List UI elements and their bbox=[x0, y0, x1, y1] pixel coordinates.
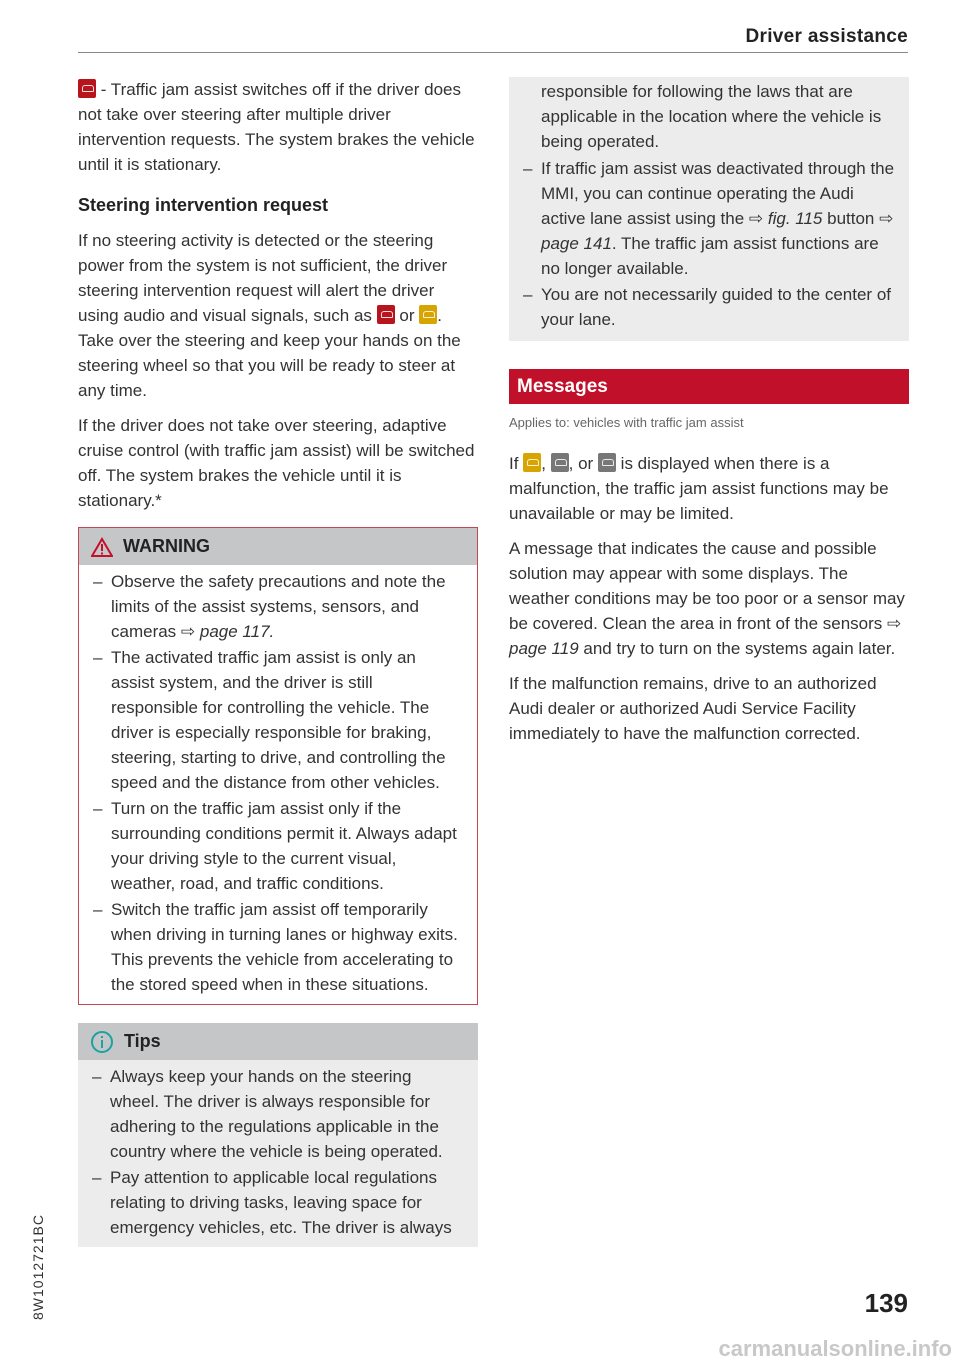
intro-paragraph: - Traffic jam assist switches off if the driver does not take over steering after multiple driver intervention requests. The system brakes the vehicle until it is stationary. bbox=[78, 80, 475, 174]
warning-header: WARNING bbox=[79, 528, 477, 565]
steering-request-paragraph: If no steering activity is detected or the steering power from the system is not sufficient, the driver steering intervention request will alert the driver using audio and visual signals, such as or . Take over the steering and keep your hands on the steering wheel so that you will be ready to steer at any time. bbox=[78, 231, 461, 400]
warning-item: – Switch the traffic jam assist off temporarily when driving in turning lanes or highway exits. This prevents the vehicle from accelerating to the stored speed when in these situations. bbox=[93, 897, 463, 997]
warning-item: – The activated traffic jam assist is only an assist system, and the driver is still responsible for controlling the vehicle. The driver is especially responsible for braking, steering, starting to drive, and controlling the speed and the distance from other vehicles. bbox=[93, 645, 463, 795]
switch-off-paragraph: If the driver does not take over steering, adaptive cruise control (with traffic jam assist) will be switched off. The system brakes the vehicle until it is stationary.* bbox=[78, 416, 475, 510]
malfunction-paragraph: If , , or is displayed when there is a malfunction, the traffic jam assist functions may be unavailable or may be limited. bbox=[509, 454, 889, 523]
tips-continued bbox=[509, 77, 909, 341]
malfunction-remains-paragraph: If the malfunction remains, drive to an authorized Audi dealer or authorized Audi Service Facility immediately to have the malfunction corrected. bbox=[509, 674, 877, 743]
watermark: carmanualsonline.info bbox=[718, 1336, 952, 1361]
right-column bbox=[509, 77, 909, 756]
warning-triangle-icon bbox=[91, 537, 113, 557]
document-code: 8W1012721BC bbox=[30, 1214, 46, 1320]
tips-item: – Always keep your hands on the steering wheel. The driver is always responsible for adhering to the regulations applicable in the country where the vehicle is being operated. bbox=[92, 1064, 464, 1164]
applies-to-note: Applies to: vehicles with traffic jam assist bbox=[509, 415, 744, 430]
tips-box bbox=[78, 1023, 478, 1247]
warning-list bbox=[93, 569, 463, 997]
tips-list bbox=[92, 1064, 464, 1240]
tips-continued-text: responsible for following the laws that are applicable in the location where the vehicle is being operated. bbox=[541, 82, 882, 151]
warning-item: – Turn on the traffic jam assist only if the surrounding conditions permit it. Always adapt your driving style to the current visual, weather, road, and traffic conditions. bbox=[93, 796, 463, 896]
info-icon bbox=[90, 1030, 114, 1054]
lane-yellow-icon bbox=[523, 453, 541, 472]
steering-request-yellow-icon bbox=[419, 305, 437, 324]
traffic-jam-assist-red-icon bbox=[78, 79, 96, 98]
section-title: Steering intervention request bbox=[78, 195, 329, 215]
message-cause-paragraph: A message that indicates the cause and possible solution may appear with some displays. The weather conditions may be too poor or a sensor may be covered. Clean the area in front of the sensors ⇨ page 119 and try to turn on the systems again later. bbox=[509, 539, 905, 658]
tips-item: – You are not necessarily guided to the center of your lane. bbox=[523, 282, 895, 332]
steering-request-red-icon bbox=[377, 305, 395, 324]
left-column bbox=[78, 77, 478, 1247]
header-rule bbox=[78, 52, 908, 53]
warning-box bbox=[78, 527, 478, 1005]
traffic-jam-gray-icon bbox=[598, 453, 616, 472]
tips-item: – If traffic jam assist was deactivated through the MMI, you can continue operating the Audi active lane assist using the ⇨ fig. 115 button ⇨ page 141. The traffic jam assist functions are no longer available. bbox=[523, 156, 895, 281]
page-header-title: Driver assistance bbox=[745, 26, 908, 47]
lane-gray-icon bbox=[551, 453, 569, 472]
tips-header: Tips bbox=[78, 1023, 478, 1060]
page-number: 139 bbox=[864, 1288, 908, 1318]
warning-item: – Observe the safety precautions and note the limits of the assist systems, sensors, and cameras ⇨ page 117. bbox=[93, 569, 463, 644]
tips-item: – Pay attention to applicable local regulations relating to driving tasks, leaving space for emergency vehicles, etc. The driver is always bbox=[92, 1165, 464, 1240]
messages-heading: Messages bbox=[509, 369, 909, 404]
tips-list-continued bbox=[523, 156, 895, 332]
